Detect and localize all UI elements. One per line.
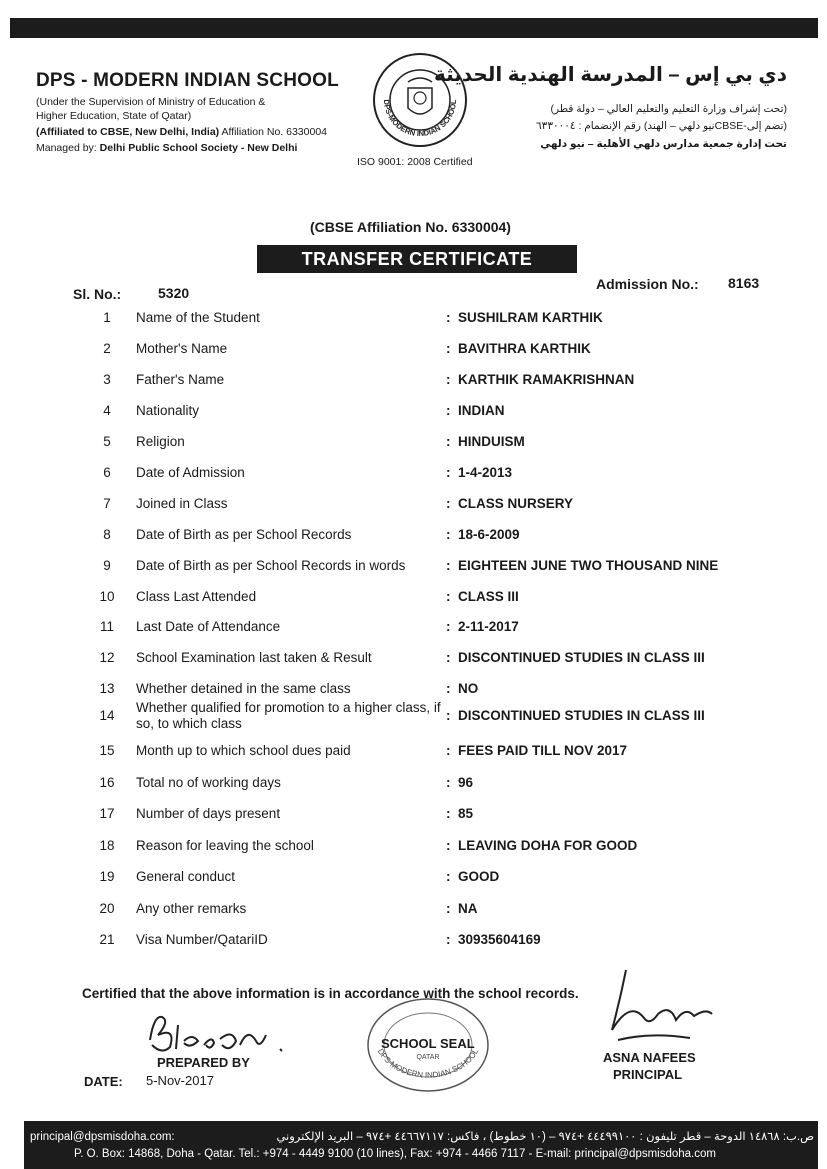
- affiliation-line: [36, 126, 327, 139]
- row-label: Date of Admission: [136, 465, 245, 480]
- certificate-row: [0, 434, 827, 454]
- row-number: 10: [99, 589, 115, 604]
- row-value: 85: [458, 806, 474, 821]
- row-label: Number of days present: [136, 806, 281, 821]
- row-number: 2: [103, 341, 111, 356]
- row-value: CLASS III: [458, 589, 519, 604]
- row-colon: :: [446, 932, 451, 947]
- row-value: EIGHTEEN JUNE TWO THOUSAND NINE: [458, 558, 719, 573]
- svg-text:DPS-MODERN INDIAN SCHOOL: [382, 99, 458, 138]
- date-label: DATE:: [84, 1074, 123, 1089]
- certification-statement: Certified that the above information is in accordance with the school records.: [82, 986, 579, 1001]
- row-number: 8: [103, 527, 111, 542]
- row-number: 19: [99, 869, 115, 884]
- row-label: Whether detained in the same class: [136, 681, 351, 696]
- certificate-row: [0, 681, 827, 701]
- serial-number-label: Sl. No.:: [73, 286, 122, 302]
- certificate-row: [0, 932, 827, 952]
- row-number: 15: [99, 743, 115, 758]
- certificate-row: [0, 465, 827, 485]
- row-label: Any other remarks: [136, 901, 247, 916]
- seal-ring-text: DPS-MODERN INDIAN SCHOOL: [375, 1047, 481, 1080]
- row-label: Month up to which school dues paid: [136, 743, 351, 758]
- row-number: 3: [103, 372, 111, 387]
- svg-text:DPS-MODERN INDIAN SCHOOL: [376, 1047, 481, 1080]
- certificate-row: [0, 806, 827, 826]
- row-number: 21: [99, 932, 115, 947]
- row-value: KARTHIK RAMAKRISHNAN: [458, 372, 635, 387]
- row-value: 2-11-2017: [458, 619, 519, 634]
- serial-number-value: 5320: [158, 285, 190, 301]
- certificate-row: [0, 341, 827, 361]
- row-value: INDIAN: [458, 403, 505, 418]
- row-colon: :: [446, 589, 451, 604]
- logo-text: DPS-MODERN INDIAN SCHOOL: [381, 99, 459, 139]
- principal-title: PRINCIPAL: [613, 1067, 683, 1082]
- row-number: 17: [99, 806, 115, 821]
- arabic-line-2: (تضم إلى-CBSEنيو دلهي – الهند) رقم الإنضمام : ٦٣٣٠٠٠٤: [536, 120, 787, 132]
- row-colon: :: [446, 650, 451, 665]
- row-number: 16: [99, 775, 115, 790]
- certificate-row: [0, 838, 827, 858]
- row-colon: :: [446, 708, 451, 723]
- certificate-row: [0, 589, 827, 609]
- managed-by: Delhi Public School Society - New Delhi: [99, 142, 298, 154]
- certificate-row: [0, 650, 827, 670]
- row-colon: :: [446, 558, 451, 573]
- row-value: BAVITHRA KARTHIK: [458, 341, 591, 356]
- row-colon: :: [446, 527, 451, 542]
- row-label: Father's Name: [136, 372, 225, 387]
- date-value: 5-Nov-2017: [146, 1073, 214, 1088]
- row-label: Mother's Name: [136, 341, 228, 356]
- supervision-line-2: Higher Education, State of Qatar): [36, 110, 192, 122]
- row-colon: :: [446, 372, 451, 387]
- row-colon: :: [446, 619, 451, 634]
- row-colon: :: [446, 341, 451, 356]
- row-colon: :: [446, 310, 451, 325]
- certificate-row: [0, 403, 827, 423]
- footer-address-line: P. O. Box: 14868, Doha - Qatar. Tel.: +974 - 4449 9100 (10 lines), Fax: +974 - 4466 7117 - E-mail: principal@dpsmisdoha.com: [74, 1148, 716, 1160]
- supervision-line-1: (Under the Supervision of Ministry of Education &: [36, 96, 266, 108]
- top-bar: [10, 18, 818, 38]
- row-value: 96: [458, 775, 474, 790]
- principal-name: ASNA NAFEES: [603, 1050, 696, 1065]
- row-number: 5: [103, 434, 111, 449]
- row-label: Reason for leaving the school: [136, 838, 314, 853]
- row-number: 12: [99, 650, 115, 665]
- row-number: 9: [103, 558, 111, 573]
- principal-signature: [590, 960, 730, 1060]
- row-label: Date of Birth as per School Records in words: [136, 558, 406, 573]
- footer-arabic-line: ص.ب: ١٤٨٦٨ الدوحة – قطر تليفون : ٤٤٤٩٩١٠٠ +٩٧٤ – (١٠ خطوط) ، فاكس: ٤٤٦٦٧١١٧ +٩٧٤ – البريد الإلكتروني: [276, 1131, 814, 1143]
- admission-number-label: Admission No.:: [596, 276, 699, 292]
- row-label: General conduct: [136, 869, 236, 884]
- certificate-row: [0, 700, 827, 731]
- row-label: Nationality: [136, 403, 200, 418]
- row-label: School Examination last taken & Result: [136, 650, 372, 665]
- managed-line: [36, 142, 297, 155]
- row-number: 4: [103, 403, 111, 418]
- row-number: 13: [99, 681, 115, 696]
- affiliation-bold: (Affiliated to CBSE, New Delhi, India): [36, 126, 220, 138]
- row-number: 11: [99, 619, 114, 634]
- certificate-row: [0, 869, 827, 889]
- row-value: DISCONTINUED STUDIES IN CLASS III: [458, 650, 705, 665]
- row-number: 20: [99, 901, 115, 916]
- managed-label: Managed by:: [36, 142, 97, 154]
- school-name: DPS - MODERN INDIAN SCHOOL: [36, 70, 339, 91]
- row-colon: :: [446, 496, 451, 511]
- row-colon: :: [446, 838, 451, 853]
- row-number: 1: [103, 310, 111, 325]
- footer-email-line: principal@dpsmisdoha.com:: [30, 1131, 175, 1143]
- row-label: Visa Number/QatariID: [136, 932, 268, 947]
- row-value: 1-4-2013: [458, 465, 513, 480]
- row-value: 18-6-2009: [458, 527, 520, 542]
- footer-bar: [24, 1121, 818, 1169]
- arabic-line-1: (تحت إشراف وزارة التعليم والتعليم العالي – دولة قطر): [550, 103, 787, 115]
- school-name-arabic: دي بي إس – المدرسة الهندية الحديثة: [434, 64, 787, 86]
- row-label: Class Last Attended: [136, 589, 257, 604]
- row-colon: :: [446, 869, 451, 884]
- row-colon: :: [446, 775, 451, 790]
- seal-inner-text: QATAR: [416, 1054, 440, 1061]
- row-value: DISCONTINUED STUDIES IN CLASS III: [458, 708, 705, 723]
- row-label: Religion: [136, 434, 185, 449]
- cbse-affiliation: (CBSE Affiliation No. 6330004): [310, 219, 511, 235]
- certificate-row: [0, 775, 827, 795]
- row-colon: :: [446, 681, 451, 696]
- school-seal-label: SCHOOL SEAL: [381, 1036, 475, 1051]
- certificate-row: [0, 496, 827, 516]
- row-value: HINDUISM: [458, 434, 525, 449]
- row-colon: :: [446, 403, 451, 418]
- affiliation-number: Affiliation No. 6330004: [221, 126, 327, 138]
- row-colon: :: [446, 434, 451, 449]
- certificate-row: [0, 901, 827, 921]
- row-value: NO: [458, 681, 479, 696]
- row-label: Date of Birth as per School Records: [136, 527, 352, 542]
- row-label: Whether qualified for promotion to a higher class, if so, to which class: [136, 700, 441, 731]
- row-label: Name of the Student: [136, 310, 260, 325]
- row-label: Total no of working days: [136, 775, 281, 790]
- row-value: GOOD: [458, 869, 500, 884]
- row-colon: :: [446, 901, 451, 916]
- school-logo: [372, 52, 468, 148]
- row-label: Joined in Class: [136, 496, 228, 511]
- row-value: FEES PAID TILL NOV 2017: [458, 743, 628, 758]
- row-number: 7: [103, 496, 111, 511]
- row-number: 14: [99, 708, 115, 723]
- iso-certification: ISO 9001: 2008 Certified: [357, 156, 473, 168]
- certificate-row: [0, 619, 827, 639]
- row-colon: :: [446, 806, 451, 821]
- row-value: CLASS NURSERY: [458, 496, 574, 511]
- row-colon: :: [446, 743, 451, 758]
- row-number: 18: [99, 838, 115, 853]
- row-value: NA: [458, 901, 478, 916]
- certificate-row: [0, 527, 827, 547]
- certificate-row: [0, 558, 827, 578]
- certificate-row: [0, 743, 827, 763]
- row-colon: :: [446, 465, 451, 480]
- certificate-row: [0, 372, 827, 392]
- admission-number-value: 8163: [728, 275, 760, 291]
- row-label: Last Date of Attendance: [136, 619, 281, 634]
- arabic-line-3: تحت إدارة جمعية مدارس دلهي الأهلية – نيو دلهي: [540, 138, 787, 150]
- row-value: LEAVING DOHA FOR GOOD: [458, 838, 638, 853]
- row-value: 30935604169: [458, 932, 541, 947]
- row-number: 6: [103, 465, 111, 480]
- prepared-by-label: PREPARED BY: [157, 1055, 250, 1070]
- document-title: TRANSFER CERTIFICATE: [257, 245, 577, 273]
- row-value: SUSHILRAM KARTHIK: [458, 310, 603, 325]
- certificate-row: [0, 310, 827, 330]
